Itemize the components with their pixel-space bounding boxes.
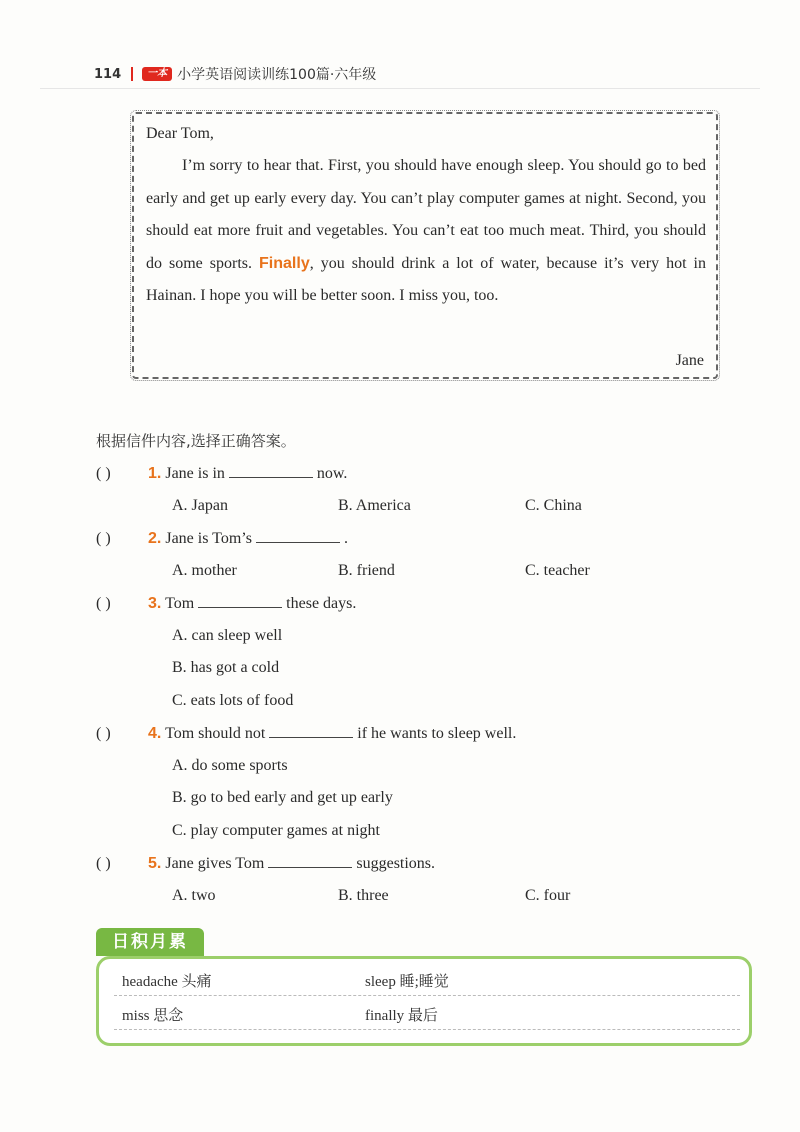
- book-title: 小学英语阅读训练100篇·六年级: [177, 67, 377, 83]
- answer-paren[interactable]: ( ): [96, 530, 111, 547]
- vocab-title: 日积月累: [96, 928, 204, 956]
- letter-signature: Jane: [675, 352, 704, 369]
- answer-blank: [268, 851, 352, 868]
- instruction: 根据信件内容,选择正确答案。: [96, 432, 296, 450]
- question-2: [96, 526, 348, 550]
- question-number: 2.: [148, 530, 162, 547]
- question-3: [96, 591, 356, 615]
- letter-body-part2: , you should drink a lot of water, because it’s very hot in Hainan. I hope you will be better soon. I miss you, too.: [146, 254, 707, 304]
- option-a: A. mother: [172, 562, 237, 579]
- question-text-end: these days.: [286, 595, 357, 612]
- answer-paren[interactable]: ( ): [96, 855, 111, 872]
- option-a: A. Japan: [172, 497, 228, 514]
- header-divider: [131, 67, 133, 81]
- option-c: C. four: [525, 887, 571, 904]
- brand-logo: 一本: [142, 67, 172, 81]
- question-text-end: .: [343, 530, 348, 547]
- answer-blank: [269, 721, 353, 738]
- answer-blank: [256, 526, 340, 543]
- option-c: C. play computer games at night: [172, 822, 380, 839]
- answer-blank: [229, 461, 313, 478]
- question-1: [96, 461, 347, 485]
- question-text-end: suggestions.: [356, 855, 436, 872]
- vocab-item: miss 思念: [122, 1008, 184, 1024]
- answer-paren[interactable]: ( ): [96, 725, 111, 742]
- option-c: C. eats lots of food: [172, 692, 294, 709]
- answer-paren[interactable]: ( ): [96, 595, 111, 612]
- question-text: Jane gives Tom: [165, 855, 265, 872]
- question-number: 1.: [148, 465, 162, 482]
- question-5: [96, 851, 435, 875]
- highlight-word: Finally: [259, 254, 310, 272]
- letter-box: [132, 112, 718, 379]
- option-b: B. three: [338, 887, 389, 904]
- vocab-item: sleep 睡;睡觉: [365, 974, 449, 990]
- question-text: Tom: [165, 595, 195, 612]
- question-text: Tom should not: [165, 725, 266, 742]
- question-text-end: if he wants to sleep well.: [357, 725, 517, 742]
- answer-paren[interactable]: ( ): [96, 465, 111, 482]
- vocab-item: finally 最后: [365, 1008, 438, 1024]
- option-c: C. China: [525, 497, 582, 514]
- vocab-divider: [114, 1029, 740, 1030]
- question-text: Jane is Tom’s: [165, 530, 252, 547]
- option-a: A. two: [172, 887, 216, 904]
- question-number: 5.: [148, 855, 162, 872]
- question-text-end: now.: [316, 465, 348, 482]
- answer-blank: [198, 591, 282, 608]
- letter-body: [146, 150, 706, 313]
- option-a: A. do some sports: [172, 757, 288, 774]
- page-number: 114: [94, 66, 122, 82]
- option-c: C. teacher: [525, 562, 590, 579]
- vocab-item: headache 头痛: [122, 974, 212, 990]
- question-4: [96, 721, 516, 745]
- page-header: [94, 64, 376, 84]
- question-number: 4.: [148, 725, 162, 742]
- option-a: A. can sleep well: [172, 627, 283, 644]
- header-rule: [40, 88, 760, 89]
- option-b: B. friend: [338, 562, 395, 579]
- option-b: B. has got a cold: [172, 659, 280, 676]
- letter-greeting: Dear Tom,: [146, 125, 214, 142]
- vocab-divider: [114, 995, 740, 996]
- option-b: B. America: [338, 497, 411, 514]
- question-number: 3.: [148, 595, 162, 612]
- letter-body-part1: I’m sorry to hear that. First, you should have enough sleep. You should go to bed early and get up early every day. You can’t play computer games at night. Second, you should eat more fruit and vegetables. You can’t eat too much meat. Third, you should do some sports.: [146, 157, 706, 272]
- option-b: B. go to bed early and get up early: [172, 789, 393, 806]
- question-text: Jane is in: [165, 465, 225, 482]
